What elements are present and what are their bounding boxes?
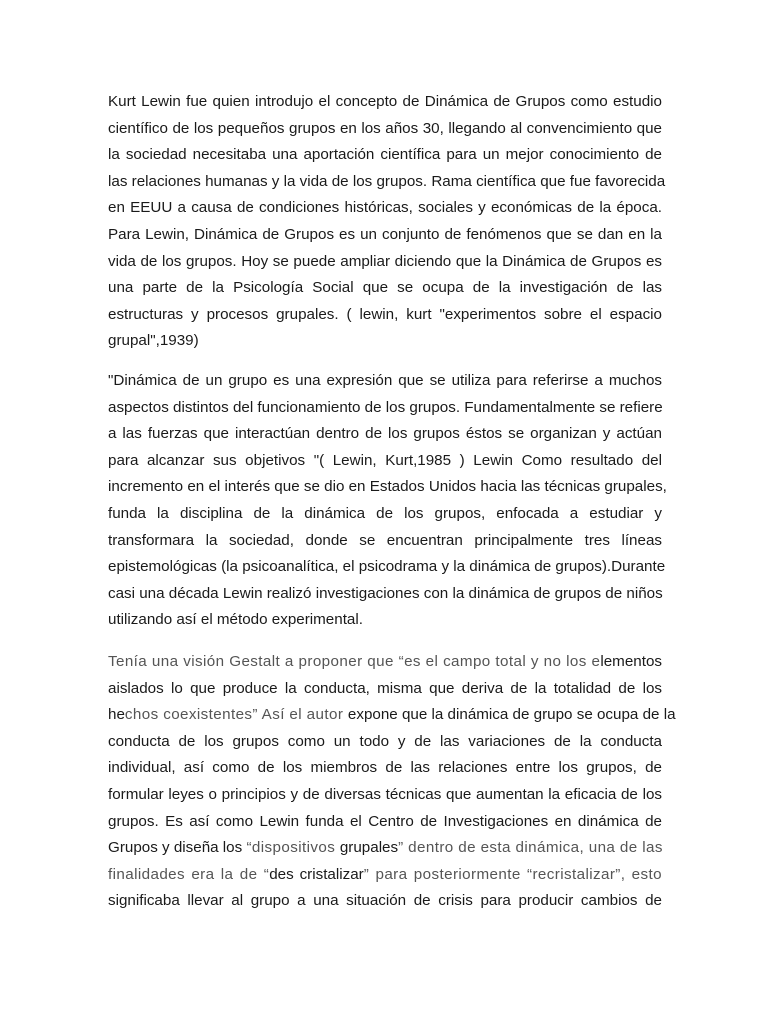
text-run: Tenía una visión Gestalt a proponer que “es el campo total y no los e — [108, 653, 601, 670]
text-run: utilizando así el método experimental. — [108, 611, 363, 629]
text-run: des cristalizar — [269, 865, 364, 883]
text-line — [108, 89, 662, 116]
text-run: Grupos y diseña los — [108, 839, 247, 857]
text-run: Kurt Lewin fue quien introdujo el concepto de Dinámica de Grupos como estudio — [108, 93, 662, 110]
text-line — [108, 501, 662, 528]
text-line — [108, 676, 662, 703]
text-run: he — [108, 706, 125, 724]
text-line — [108, 649, 662, 676]
paragraph-lewin-introduction — [108, 89, 666, 355]
text-run: “dispositivos — [246, 839, 340, 857]
text-run: expone que la dinámica de grupo se ocupa de la — [347, 706, 676, 724]
text-line — [108, 116, 662, 143]
paragraph-gestalt-vision — [108, 649, 676, 915]
text-run: Para Lewin, Dinámica de Grupos es un conjunto de fenómenos que se dan en la — [108, 225, 662, 243]
text-line — [108, 395, 662, 422]
text-run: epistemológicas (la psicoanalítica, el psicodrama y la dinámica de grupos).Durante — [108, 558, 666, 576]
text-run: científico de los pequeños grupos en los años 30, llegando al convencimiento que — [108, 119, 662, 137]
text-line — [108, 581, 662, 608]
text-run: transformara la sociedad, donde se encuentran principalmente tres líneas — [108, 531, 662, 549]
text-line — [108, 702, 676, 729]
text-run: ” dentro de esta dinámica, una de las — [398, 839, 663, 857]
text-run: incremento en el interés que se dio en Estados Unidos hacia las técnicas grupales, — [108, 478, 667, 496]
paragraph-group-dynamics-definition — [108, 368, 667, 634]
text-run: vida de los grupos. Hoy se puede ampliar diciendo que la Dinámica de Grupos es — [108, 252, 662, 270]
text-line — [108, 528, 662, 555]
text-line — [108, 809, 662, 836]
text-line — [108, 607, 662, 634]
text-run: casi una década Lewin realizó investigaciones con la dinámica de grupos de niños — [108, 584, 663, 602]
text-line — [108, 195, 662, 222]
text-run: chos coexistentes” Así el autor — [124, 706, 348, 724]
text-run: las relaciones humanas y la vida de los grupos. Rama científica que fue favorecida — [108, 172, 666, 190]
text-line — [108, 249, 662, 276]
text-run: ” para posteriormente “recristalizar”, esto — [363, 865, 662, 883]
text-line — [108, 421, 662, 448]
text-run: aspectos distintos del funcionamiento de los grupos. Fundamentalmente se refiere — [108, 398, 663, 416]
text-line — [108, 368, 662, 395]
text-run: la sociedad necesitaba una aportación científica para un mejor conocimiento de — [108, 146, 662, 164]
text-run: grupales — [339, 839, 399, 857]
text-run: finalidades era la de “ — [108, 865, 270, 883]
text-line — [108, 782, 662, 809]
text-run: aislados lo que produce la conducta, misma que deriva de la totalidad de los — [108, 679, 662, 697]
text-run: grupos. Es así como Lewin funda el Centro de Investigaciones en dinámica de — [108, 812, 662, 830]
text-run: lementos — [600, 653, 662, 670]
text-line — [108, 888, 662, 915]
text-line — [108, 862, 662, 889]
text-line — [108, 275, 662, 302]
text-line — [108, 448, 662, 475]
text-line — [108, 755, 662, 782]
text-line — [108, 554, 666, 581]
text-line — [108, 302, 662, 329]
text-run: "Dinámica de un grupo es una expresión que se utiliza para referirse a muchos — [108, 372, 662, 389]
text-line — [108, 222, 662, 249]
text-line — [108, 835, 662, 862]
text-line — [108, 142, 662, 169]
text-line — [108, 474, 667, 501]
text-run: una parte de la Psicología Social que se ocupa de la investigación de las — [108, 279, 662, 297]
text-run: en EEUU a causa de condiciones históricas, sociales y económicas de la época. — [108, 199, 662, 217]
text-run: a las fuerzas que interactúan dentro de los grupos éstos se organizan y actúan — [108, 425, 662, 443]
text-run: formular leyes o principios y de diversas técnicas que aumentan la eficacia de los — [108, 785, 662, 803]
text-run: individual, así como de los miembros de las relaciones entre los grupos, de — [108, 759, 662, 777]
text-line — [108, 169, 666, 196]
text-run: para alcanzar sus objetivos "( Lewin, Kurt,1985 ) Lewin Como resultado del — [108, 451, 662, 469]
text-line — [108, 328, 662, 355]
text-run: grupal",1939) — [108, 332, 199, 350]
text-line — [108, 729, 662, 756]
text-run: conducta de los grupos como un todo y de las variaciones de la conducta — [108, 732, 662, 750]
text-run: funda la disciplina de la dinámica de los grupos, enfocada a estudiar y — [108, 504, 662, 522]
text-run: estructuras y procesos grupales. ( lewin, kurt "experimentos sobre el espacio — [108, 305, 662, 323]
text-run: significaba llevar al grupo a una situación de crisis para producir cambios de — [108, 892, 662, 910]
